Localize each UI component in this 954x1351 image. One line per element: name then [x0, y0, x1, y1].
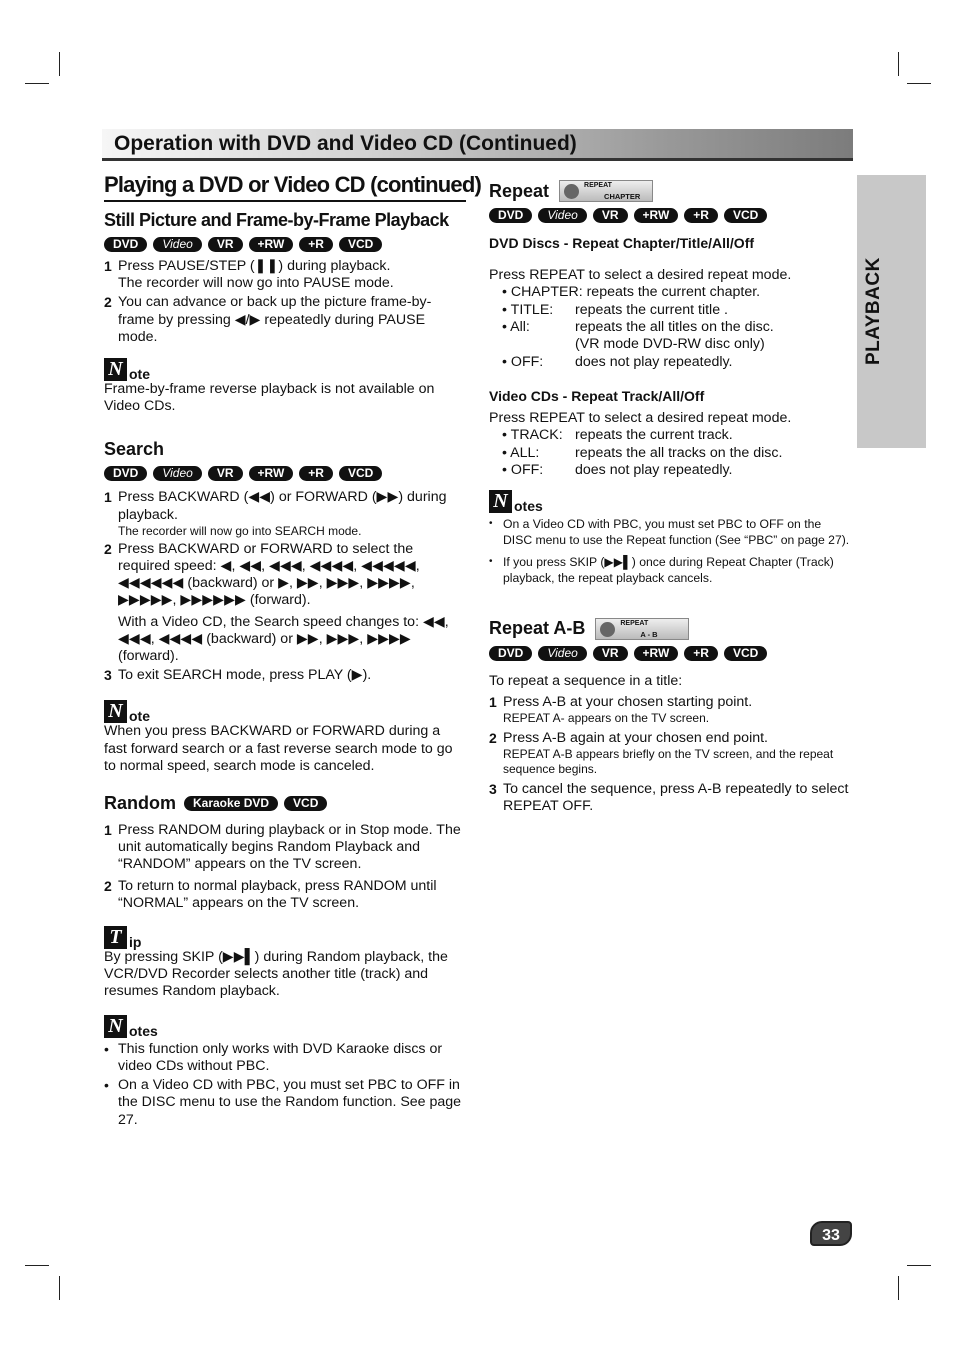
mode-row: • All: repeats the all titles on the disc.: [502, 319, 774, 336]
list-item: • On a Video CD with PBC, you must set PBC to OFF on the DISC menu to use the Repeat function (See “PBC” on page 27).: [489, 516, 853, 548]
disc-badge: +RW: [634, 646, 679, 661]
repeat-ab-intro: To repeat a sequence in a title:: [489, 672, 683, 689]
list-item: • This function only works with DVD Karaoke discs or video CDs without PBC.: [104, 1041, 466, 1075]
note-text: Frame-by-frame reverse playback is not available on Video CDs.: [104, 381, 435, 415]
disc-badge: +RW: [634, 208, 679, 223]
page-number: 33: [810, 1221, 852, 1246]
mode-row: • TRACK: repeats the current track.: [502, 427, 733, 444]
random-heading: [104, 793, 466, 814]
disc-badge: +R: [299, 237, 333, 252]
chapter-header: [102, 129, 853, 161]
repeat-icon: [564, 184, 579, 199]
note-heading: N ote: [104, 358, 466, 381]
repeat-ab-step: 2 Press A-B again at your chosen end point. REPEAT A-B appears briefly on the TV screen, and the repeat sequence begins.: [489, 730, 834, 777]
disc-badge: Video: [538, 646, 586, 661]
tip-text: By pressing SKIP (▶▶▌) during Random playback, the VCR/DVD Recorder selects another title (track) and resumes Random playback.: [104, 949, 448, 1000]
list-item: • On a Video CD with PBC, you must set PBC to OFF in the DISC menu to use the Random function. See page 27.: [104, 1077, 466, 1129]
disc-badge: VR: [593, 646, 628, 661]
random-notes-list: [104, 1041, 466, 1129]
side-tab: [857, 175, 926, 448]
mode-row: • CHAPTER: repeats the current chapter.: [502, 284, 761, 301]
search-title: Search: [104, 439, 165, 460]
right-column: [489, 172, 853, 818]
vcd-repeat-modes: [502, 427, 853, 479]
tip-icon: T: [104, 926, 127, 949]
note-icon: N: [104, 700, 127, 723]
chapter-title: Operation with DVD and Video CD (Continued): [114, 132, 577, 155]
disc-badge: +R: [684, 646, 718, 661]
crop-mark: [25, 83, 49, 84]
side-tab-label: PLAYBACK: [863, 257, 884, 365]
search-step: 3 To exit SEARCH mode, press PLAY (▶).: [104, 667, 372, 684]
still-picture-title: Still Picture and Frame-by-Frame Playback: [104, 210, 449, 230]
random-title: Random: [104, 793, 176, 814]
note-text: When you press BACKWARD or FORWARD during a fast forward search or a fast reverse search mode to go to normal speed, search mode is canceled.: [104, 723, 453, 774]
vcd-repeat-heading: Video CDs - Repeat Track/All/Off: [489, 388, 705, 405]
notes-heading: N otes: [104, 1015, 466, 1038]
note-icon: N: [104, 358, 127, 381]
disc-badge: VR: [208, 466, 243, 481]
note-heading: N ote: [104, 700, 466, 723]
mode-row: • OFF: does not play repeatedly.: [502, 353, 733, 370]
still-disc-badges: [104, 237, 466, 252]
disc-badge: DVD: [104, 466, 147, 481]
repeat-ab-osd-display: REPEAT A - B: [595, 618, 689, 640]
disc-badge: VCD: [284, 796, 327, 811]
random-step: 2 To return to normal playback, press RANDOM until “NORMAL” appears on the TV screen.: [104, 877, 437, 911]
disc-badge: Karaoke DVD: [184, 796, 278, 811]
crop-mark: [25, 1265, 49, 1266]
repeat-icon: [600, 622, 615, 637]
repeat-title: Repeat: [489, 180, 550, 201]
disc-badge: VCD: [339, 466, 382, 481]
repeat-disc-badges: [489, 208, 853, 223]
note-icon: N: [489, 490, 512, 513]
crop-mark: [898, 1276, 899, 1300]
repeat-osd-display: REPEAT CHAPTER: [559, 180, 653, 202]
disc-badge: +RW: [249, 466, 294, 481]
crop-mark: [59, 1276, 60, 1300]
disc-badge: DVD: [489, 208, 532, 223]
left-column: [104, 172, 482, 1131]
crop-mark: [59, 52, 60, 76]
disc-badge: VR: [208, 237, 243, 252]
dvd-repeat-modes: [502, 284, 853, 371]
mode-row: • TITLE: repeats the current title .: [502, 301, 728, 318]
search-step: 1 Press BACKWARD (◀◀) or FORWARD (▶▶) during playback. The recorder will now go into SEARCH mode.: [104, 489, 447, 538]
disc-badge: DVD: [489, 646, 532, 661]
notes-heading: N otes: [489, 490, 853, 513]
section-title: Playing a DVD or Video CD (continued): [104, 172, 466, 202]
disc-badge: DVD: [104, 237, 147, 252]
random-disc-badges: [184, 796, 327, 811]
still-step: 2 You can advance or back up the picture frame-by-frame by pressing ◀/▶ repeatedly during PAUSE mode.: [104, 294, 432, 345]
disc-badge: VCD: [724, 208, 767, 223]
mode-row: • ALL: repeats the all tracks on the disc.: [502, 444, 783, 461]
crop-mark: [898, 52, 899, 76]
repeat-ab-disc-badges: [489, 646, 853, 661]
disc-badge: Video: [538, 208, 586, 223]
disc-badge: Video: [153, 466, 201, 481]
search-disc-badges: [104, 466, 466, 481]
crop-mark: [907, 83, 931, 84]
disc-badge: Video: [153, 237, 201, 252]
disc-badge: VCD: [724, 646, 767, 661]
mode-row: • OFF: does not play repeatedly.: [502, 462, 733, 479]
repeat-ab-heading: [489, 618, 853, 640]
vcd-repeat-intro: Press REPEAT to select a desired repeat mode.: [489, 410, 792, 427]
disc-badge: +R: [299, 466, 333, 481]
tip-heading: T ip: [104, 926, 466, 949]
list-item: • If you press SKIP (▶▶▌) once during Repeat Chapter (Track) playback, the repeat playback cancels.: [489, 554, 853, 586]
disc-badge: +RW: [249, 237, 294, 252]
crop-mark: [907, 1265, 931, 1266]
dvd-repeat-intro: Press REPEAT to select a desired repeat mode.: [489, 267, 792, 283]
search-step: 2 Press BACKWARD or FORWARD to select the required speed: ◀, ◀◀, ◀◀◀, ◀◀◀◀, ◀◀◀◀◀, ◀◀◀◀◀◀ (backward) or ▶, ▶▶, ▶▶▶, ▶▶▶▶, ▶▶▶▶▶, ▶▶▶▶▶▶ (forward). With a Video CD, the Search speed changes to: ◀◀, ◀◀◀, ◀◀◀◀ (backward) or ▶▶, ▶▶▶, ▶▶▶▶ (forward).: [104, 540, 449, 665]
repeat-ab-step: 1 Press A-B at your chosen starting point. REPEAT A- appears on the TV screen.: [489, 693, 753, 726]
dvd-repeat-heading: DVD Discs - Repeat Chapter/Title/All/Off: [489, 235, 755, 251]
repeat-heading: [489, 180, 853, 202]
mode-row: (VR mode DVD-RW disc only): [575, 336, 765, 353]
random-step: 1 Press RANDOM during playback or in Stop mode. The unit automatically begins Random Playback and “RANDOM” appears on the TV screen.: [104, 822, 461, 873]
still-step: 1 Press PAUSE/STEP (❚❚) during playback. The recorder will now go into PAUSE mode.: [104, 258, 394, 292]
note-icon: N: [104, 1015, 127, 1038]
disc-badge: +R: [684, 208, 718, 223]
repeat-ab-title: Repeat A-B: [489, 618, 586, 639]
repeat-notes-list: [489, 516, 853, 586]
repeat-ab-step: 3 To cancel the sequence, press A-B repeatedly to select REPEAT OFF.: [489, 781, 849, 815]
disc-badge: VR: [593, 208, 628, 223]
disc-badge: VCD: [339, 237, 382, 252]
